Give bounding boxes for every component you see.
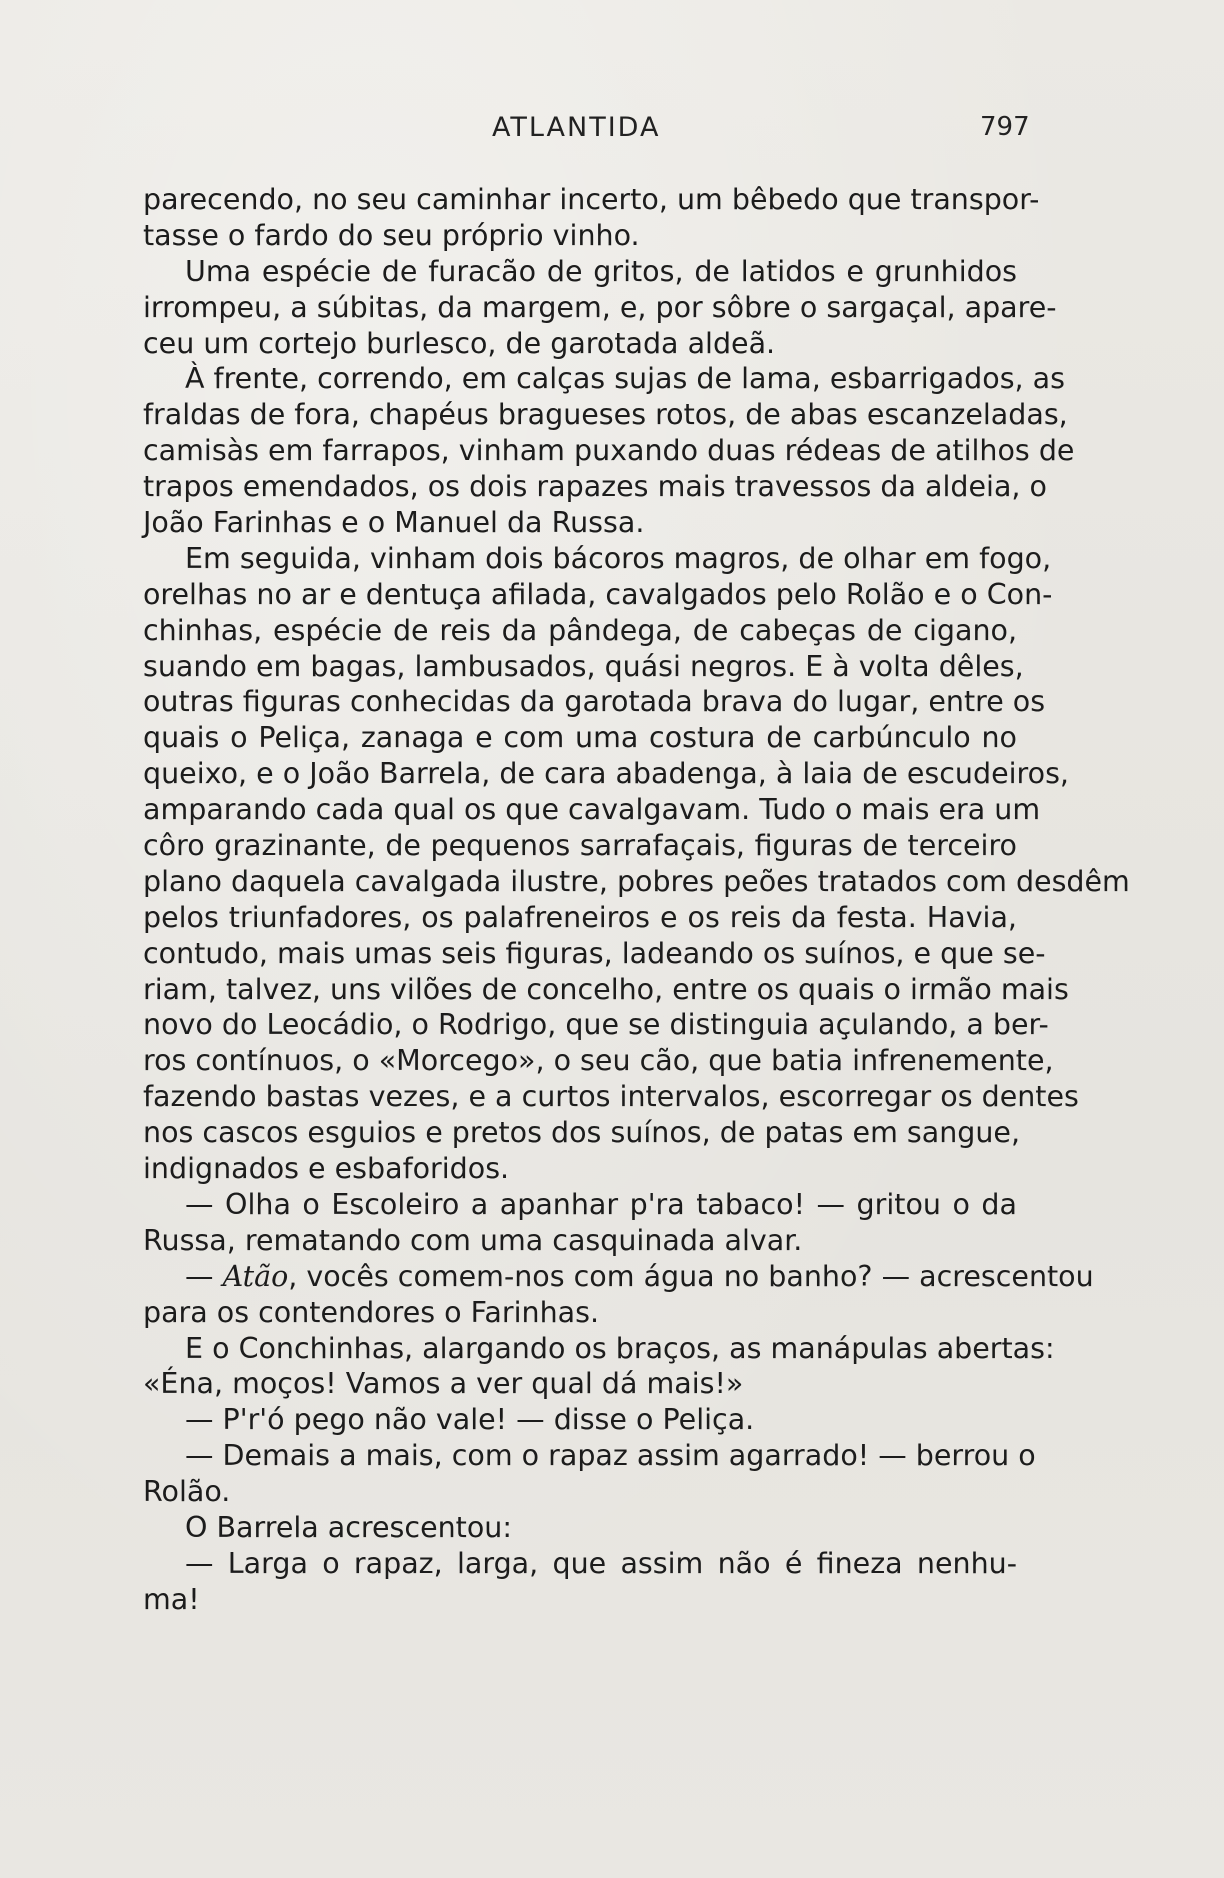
text-line: E o Conchinhas, alargando os braços, as manápulas abertas:	[185, 1331, 1055, 1365]
text-line: fazendo bastas vezes, e a curtos intervalos, escorregar os dentes	[143, 1080, 1079, 1114]
text-line: riam, talvez, uns vilões de concelho, entre os quais o irmão mais	[143, 972, 1069, 1006]
text-line: queixo, e o João Barrela, de cara abadenga, à laia de escudeiros,	[143, 757, 1069, 791]
text-line: chinhas, espécie de reis da pândega, de cabeças de cigano,	[143, 613, 1017, 647]
running-head: ATLANTIDA	[492, 112, 661, 143]
text-fragment: , vocês comem-nos com água no banho? — acrescentou	[288, 1259, 1094, 1293]
text-line: outras figuras conhecidas da garotada brava do lugar, entre os	[143, 685, 1046, 719]
text-line: orelhas no ar e dentuça afilada, cavalgados pelo Rolão e o Con-	[143, 577, 1053, 611]
text-line: plano daquela cavalgada ilustre, pobres peões tratados com desdêm	[143, 864, 1130, 898]
text-line: ceu um cortejo burlesco, de garotada aldeã.	[143, 326, 776, 360]
text-line: Rolão.	[143, 1475, 231, 1509]
text-line: novo do Leocádio, o Rodrigo, que se distinguia açulando, a ber-	[143, 1008, 1049, 1042]
text-line: irrompeu, a súbitas, da margem, e, por sôbre o sargaçal, apare-	[143, 290, 1057, 324]
text-line: O Barrela acrescentou:	[185, 1510, 512, 1544]
text-line: — Olha o Escoleiro a apanhar p'ra tabaco! — gritou o da	[185, 1187, 1017, 1221]
text-line: indignados e esbaforidos.	[143, 1152, 510, 1186]
text-line: — Demais a mais, com o rapaz assim agarrado! — berrou o	[185, 1439, 1036, 1473]
text-line: camisàs em farrapos, vinham puxando duas rédeas de atilhos de	[143, 434, 1075, 468]
text-line: pelos triunfadores, os palafreneiros e os reis da festa. Havia,	[143, 900, 1017, 934]
text-line: Russa, rematando com uma casquinada alvar.	[143, 1223, 803, 1257]
text-line: ma!	[143, 1582, 200, 1616]
text-line: «Éna, moços! Vamos a ver qual dá mais!»	[143, 1367, 744, 1401]
text-line: nos cascos esguios e pretos dos suínos, de patas em sangue,	[143, 1116, 1021, 1150]
text-line: Uma espécie de furacão de gritos, de latidos e grunhidos	[185, 254, 1017, 288]
text-line: trapos emendados, os dois rapazes mais travessos da aldeia, o	[143, 470, 1047, 504]
text-line: tasse o fardo do seu próprio vinho.	[143, 218, 640, 252]
page-header	[0, 112, 1224, 148]
body-text	[143, 182, 1130, 1618]
text-line: Em seguida, vinham dois bácoros magros, de olhar em fogo,	[185, 541, 1052, 575]
text-line: fraldas de fora, chapéus bragueses rotos, de abas escanzeladas,	[143, 398, 1068, 432]
text-line: — P'r'ó pego não vale! — disse o Peliça.	[185, 1403, 755, 1437]
text-line	[143, 1259, 1094, 1295]
text-line: — Larga o rapaz, larga, que assim não é fineza nenhu-	[185, 1546, 1017, 1580]
text-line: para os contendores o Farinhas.	[143, 1295, 600, 1329]
italic-word: Atão	[222, 1259, 289, 1293]
text-fragment: —	[185, 1259, 223, 1293]
text-line: suando em bagas, lambusados, quási negros. E à volta dêles,	[143, 649, 1024, 683]
text-line: quais o Peliça, zanaga e com uma costura de carbúnculo no	[143, 721, 1017, 755]
text-line: parecendo, no seu caminhar incerto, um bêbedo que transpor-	[143, 183, 1040, 216]
text-line: côro grazinante, de pequenos sarrafaçais, figuras de terceiro	[143, 829, 1017, 863]
text-line: À frente, correndo, em calças sujas de lama, esbarrigados, as	[185, 362, 1065, 396]
text-line: contudo, mais umas seis figuras, ladeando os suínos, e que se-	[143, 936, 1046, 970]
text-line: João Farinhas e o Manuel da Russa.	[143, 506, 645, 540]
page-number: 797	[980, 112, 1030, 142]
text-line: amparando cada qual os que cavalgavam. Tudo o mais era um	[143, 793, 1041, 827]
text-line: ros contínuos, o «Morcego», o seu cão, que batia infrenemente,	[143, 1044, 1054, 1078]
